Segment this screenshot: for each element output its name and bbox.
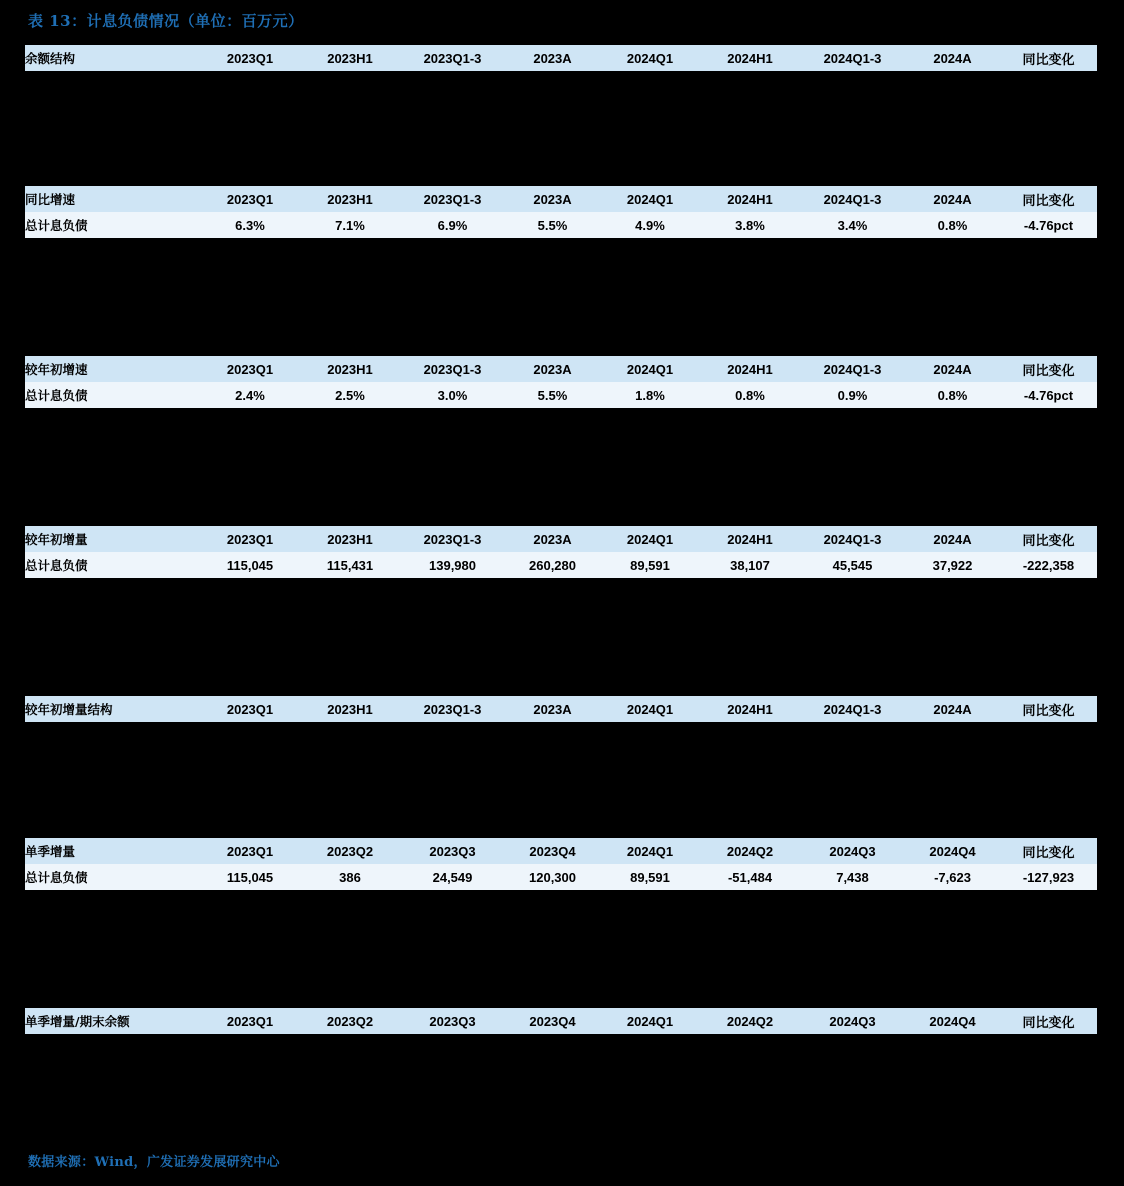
- row-value-cell: 5.5%: [505, 212, 600, 238]
- row-value-cell: 45,545: [800, 552, 905, 578]
- row-value-cell: -4.76pct: [1000, 382, 1097, 408]
- row-value-cell: 24,549: [400, 864, 505, 890]
- header-period-cell: 2023H1: [300, 45, 400, 71]
- header-period-cell: 2024H1: [700, 356, 800, 382]
- row-value-cell: -127,923: [1000, 864, 1097, 890]
- table-block-single-quarter-increment-over-balance: [25, 1008, 1097, 1034]
- row-value-cell: 7,438: [800, 864, 905, 890]
- table-row: [25, 552, 1097, 578]
- row-value-cell: 260,280: [505, 552, 600, 578]
- header-period-cell: 2024A: [905, 186, 1000, 212]
- row-value-cell: 2.5%: [300, 382, 400, 408]
- row-value-cell: 0.8%: [905, 382, 1000, 408]
- table-block-growth-vs-year-start: [25, 356, 1097, 408]
- row-value-cell: 7.1%: [300, 212, 400, 238]
- header-period-cell: 2023Q2: [300, 838, 400, 864]
- row-value-cell: 139,980: [400, 552, 505, 578]
- header-period-cell: 2024Q3: [800, 838, 905, 864]
- table-block-yoy-growth: [25, 186, 1097, 238]
- header-period-cell: 2023Q3: [400, 838, 505, 864]
- header-period-cell: 2024A: [905, 696, 1000, 722]
- row-value-cell: 3.8%: [700, 212, 800, 238]
- row-value-cell: 38,107: [700, 552, 800, 578]
- header-period-cell: 2023H1: [300, 356, 400, 382]
- header-period-cell: 2023A: [505, 696, 600, 722]
- table-header-row: [25, 838, 1097, 864]
- header-category-cell: 余额结构: [25, 45, 200, 71]
- data-table: [25, 186, 1097, 238]
- row-value-cell: -51,484: [700, 864, 800, 890]
- row-value-cell: 6.3%: [200, 212, 300, 238]
- header-period-cell: 同比变化: [1000, 1008, 1097, 1034]
- row-value-cell: 1.8%: [600, 382, 700, 408]
- data-table: [25, 696, 1097, 722]
- header-period-cell: 2023Q1: [200, 526, 300, 552]
- row-value-cell: 115,431: [300, 552, 400, 578]
- table-block-single-quarter-increment: [25, 838, 1097, 890]
- row-value-cell: 89,591: [600, 552, 700, 578]
- table-block-increment-structure-vs-year-start: [25, 696, 1097, 722]
- row-value-cell: -7,623: [905, 864, 1000, 890]
- header-period-cell: 2024Q2: [700, 838, 800, 864]
- header-period-cell: 2023A: [505, 45, 600, 71]
- header-period-cell: 2023Q1-3: [400, 45, 505, 71]
- header-period-cell: 同比变化: [1000, 186, 1097, 212]
- data-table: [25, 1008, 1097, 1034]
- header-period-cell: 2023A: [505, 526, 600, 552]
- header-period-cell: 2024H1: [700, 696, 800, 722]
- header-period-cell: 2024Q2: [700, 1008, 800, 1034]
- table-block-balance-structure: [25, 45, 1097, 71]
- header-period-cell: 2024Q1: [600, 1008, 700, 1034]
- table-header-row: [25, 696, 1097, 722]
- header-period-cell: 2023Q1-3: [400, 356, 505, 382]
- row-value-cell: 37,922: [905, 552, 1000, 578]
- row-value-cell: 4.9%: [600, 212, 700, 238]
- header-period-cell: 2024H1: [700, 526, 800, 552]
- header-period-cell: 2023Q1: [200, 1008, 300, 1034]
- table-header-row: [25, 1008, 1097, 1034]
- table-row: [25, 212, 1097, 238]
- header-period-cell: 2024Q1: [600, 356, 700, 382]
- header-category-cell: 同比增速: [25, 186, 200, 212]
- header-period-cell: 2023Q4: [505, 1008, 600, 1034]
- table-row: [25, 864, 1097, 890]
- row-label-cell: 总计息负债: [25, 864, 200, 890]
- header-period-cell: 2024Q1: [600, 45, 700, 71]
- data-table: [25, 526, 1097, 578]
- data-table: [25, 45, 1097, 71]
- header-period-cell: 2023Q1-3: [400, 186, 505, 212]
- table-header-row: [25, 45, 1097, 71]
- header-category-cell: 单季增量: [25, 838, 200, 864]
- row-value-cell: 0.8%: [700, 382, 800, 408]
- row-value-cell: 3.0%: [400, 382, 505, 408]
- row-label-cell: 总计息负债: [25, 382, 200, 408]
- header-category-cell: 单季增量/期末余额: [25, 1008, 200, 1034]
- header-period-cell: 2023Q1: [200, 838, 300, 864]
- header-period-cell: 2024A: [905, 526, 1000, 552]
- header-period-cell: 同比变化: [1000, 526, 1097, 552]
- header-period-cell: 2023Q4: [505, 838, 600, 864]
- header-period-cell: 2023H1: [300, 186, 400, 212]
- row-value-cell: 2.4%: [200, 382, 300, 408]
- header-period-cell: 2024H1: [700, 186, 800, 212]
- header-period-cell: 同比变化: [1000, 45, 1097, 71]
- row-value-cell: 386: [300, 864, 400, 890]
- row-value-cell: 0.8%: [905, 212, 1000, 238]
- header-category-cell: 较年初增量结构: [25, 696, 200, 722]
- header-period-cell: 2024Q4: [905, 838, 1000, 864]
- header-period-cell: 同比变化: [1000, 838, 1097, 864]
- row-value-cell: 6.9%: [400, 212, 505, 238]
- data-table: [25, 356, 1097, 408]
- table-block-increment-vs-year-start: [25, 526, 1097, 578]
- header-period-cell: 2023A: [505, 356, 600, 382]
- header-period-cell: 2023Q1: [200, 186, 300, 212]
- header-period-cell: 2023Q1-3: [400, 696, 505, 722]
- header-period-cell: 2023Q2: [300, 1008, 400, 1034]
- header-period-cell: 2023Q3: [400, 1008, 505, 1034]
- header-period-cell: 2024Q1: [600, 186, 700, 212]
- header-category-cell: 较年初增速: [25, 356, 200, 382]
- header-period-cell: 同比变化: [1000, 356, 1097, 382]
- data-source-note: 数据来源：Wind，广发证券发展研究中心: [28, 1155, 280, 1170]
- header-period-cell: 2023A: [505, 186, 600, 212]
- row-value-cell: 89,591: [600, 864, 700, 890]
- row-label-cell: 总计息负债: [25, 552, 200, 578]
- table-header-row: [25, 356, 1097, 382]
- header-period-cell: 2023H1: [300, 696, 400, 722]
- header-period-cell: 2024Q1-3: [800, 356, 905, 382]
- header-period-cell: 2024Q4: [905, 1008, 1000, 1034]
- row-value-cell: 0.9%: [800, 382, 905, 408]
- table-row: [25, 382, 1097, 408]
- header-period-cell: 同比变化: [1000, 696, 1097, 722]
- header-period-cell: 2024Q1: [600, 526, 700, 552]
- header-period-cell: 2024Q1: [600, 696, 700, 722]
- table-header-row: [25, 526, 1097, 552]
- row-value-cell: 5.5%: [505, 382, 600, 408]
- table-header-row: [25, 186, 1097, 212]
- header-period-cell: 2024Q1-3: [800, 45, 905, 71]
- row-value-cell: -4.76pct: [1000, 212, 1097, 238]
- header-period-cell: 2024Q1-3: [800, 526, 905, 552]
- page-title: 表 13：计息负债情况（单位：百万元）: [28, 12, 304, 30]
- row-value-cell: 3.4%: [800, 212, 905, 238]
- row-value-cell: -222,358: [1000, 552, 1097, 578]
- header-period-cell: 2024H1: [700, 45, 800, 71]
- header-period-cell: 2023Q1: [200, 45, 300, 71]
- header-period-cell: 2024Q1-3: [800, 186, 905, 212]
- header-period-cell: 2024A: [905, 45, 1000, 71]
- data-table: [25, 838, 1097, 890]
- row-value-cell: 115,045: [200, 864, 300, 890]
- header-period-cell: 2023Q1: [200, 356, 300, 382]
- header-category-cell: 较年初增量: [25, 526, 200, 552]
- header-period-cell: 2024Q1: [600, 838, 700, 864]
- row-label-cell: 总计息负债: [25, 212, 200, 238]
- header-period-cell: 2024Q1-3: [800, 696, 905, 722]
- header-period-cell: 2023Q1: [200, 696, 300, 722]
- header-period-cell: 2023H1: [300, 526, 400, 552]
- header-period-cell: 2023Q1-3: [400, 526, 505, 552]
- row-value-cell: 115,045: [200, 552, 300, 578]
- header-period-cell: 2024Q3: [800, 1008, 905, 1034]
- row-value-cell: 120,300: [505, 864, 600, 890]
- header-period-cell: 2024A: [905, 356, 1000, 382]
